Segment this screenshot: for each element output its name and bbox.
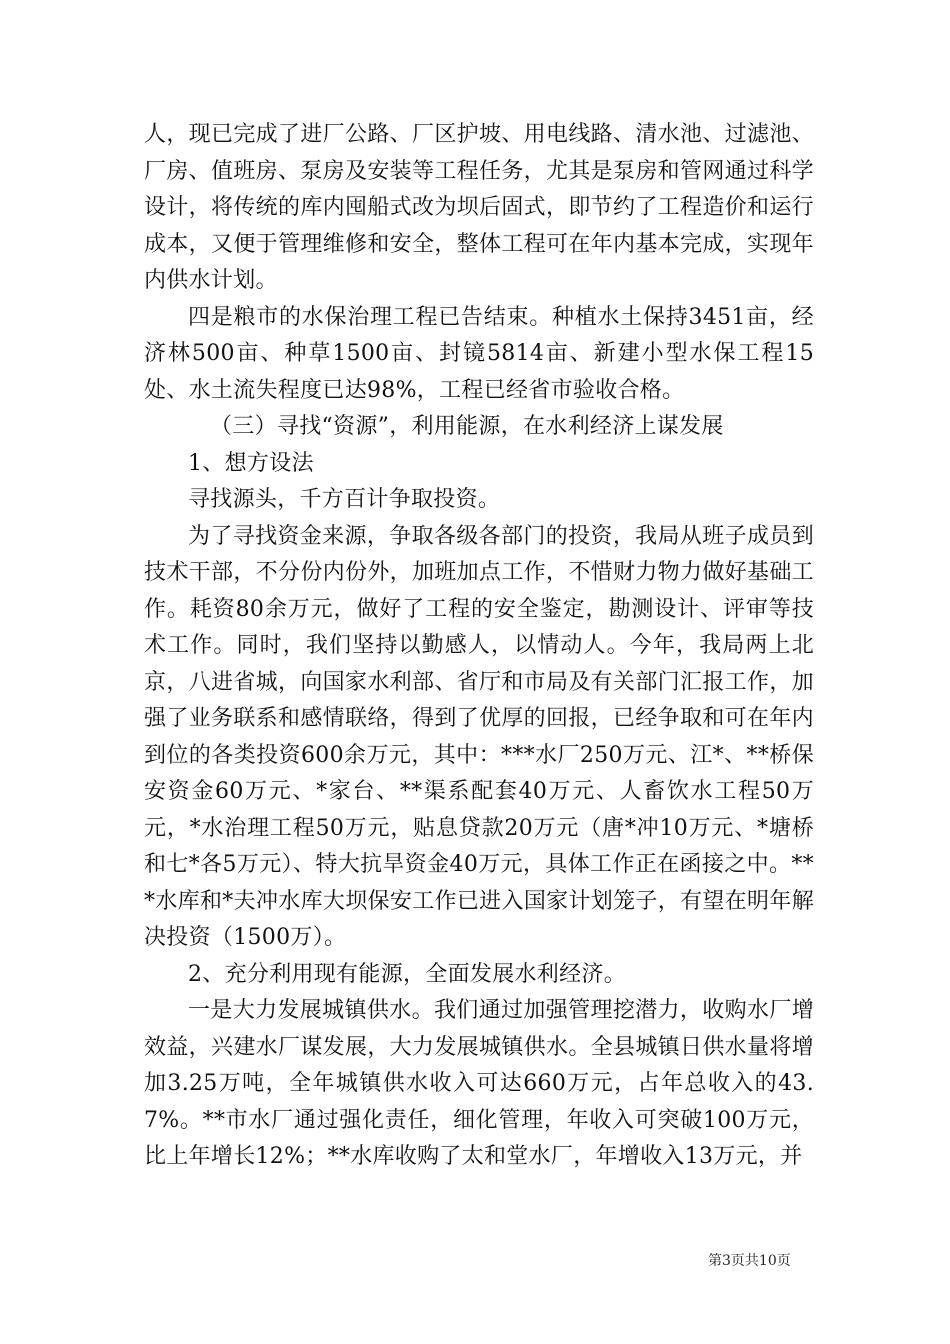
subheading-think-ways: 1、想方设法 [188, 450, 314, 476]
page-number: 第3页共10页 [708, 1253, 791, 1269]
subheading-use-energy: 2、充分利用现有能源，全面发展水利经济。 [188, 961, 626, 987]
paragraph-continuation: 人，现已完成了进厂公路、厂区护坡、用电线路、清水池、过滤池、厂房、值班房、泵房及安装等工程任务，尤其是泵房和管网通过科学设计，将传统的库内囤船式改为坝后固式，即节约了工程造价和运行成本，又便于管理维修和安全，整体工程可在年内基本完成，实现年内供水计划。 [144, 122, 814, 293]
paragraph-urban-water-supply: 一是大力发展城镇供水。我们通过加强管理挖潜力，收购水厂增效益，兴建水厂谋发展，大力发展城镇供水。全县城镇日供水量将增加3.25万吨，全年城镇供水收入可达660万元，占年总收入的43.7%。**市水厂通过强化责任，细化管理，年收入可突破100万元，比上年增长12%；**水库收购了太和堂水厂，年增收入13万元，并 [144, 998, 814, 1169]
paragraph-seek-source: 寻找源头，千方百计争取投资。 [188, 487, 501, 512]
document-body [144, 117, 814, 1176]
paragraph-investment: 为了寻找资金来源，争取各级各部门的投资，我局从班子成员到技术干部，不分份内份外，加班加点工作，不惜财力物力做好基础工作。耗资80余万元，做好了工程的安全鉴定，勘测设计、评审等技术工作。同时，我们坚持以勤感人，以情动人。今年，我局两上北京，八进省城，向国家水利部、省厅和市局及有关部门汇报工作，加强了业务联系和感情联络，得到了优厚的回报，已经争取和可在年内到位的各类投资600余万元，其中：***水厂250万元、江*、**桥保安资金60万元、*家台、**渠系配套40万元、人畜饮水工程50万元，*水治理工程50万元，贴息贷款20万元（唐*冲10万元、*塘桥和七*各5万元）、特大抗旱资金40万元，具体工作正在函接之中。***水库和*夫冲水库大坝保安工作已进入国家计划笼子，有望在明年解决投资（1500万）。 [144, 523, 814, 950]
paragraph-soil-conservation: 四是粮市的水保治理工程已告结束。种植水土保持3451亩，经济林500亩、种草1500亩、封镜5814亩、新建小型水保工程15处、水土流失程度已达98%，工程已经省市验收合格。 [144, 304, 814, 403]
section-heading-resources: （三）寻找“资源”，利用能源，在水利经济上谋发展 [210, 414, 724, 439]
